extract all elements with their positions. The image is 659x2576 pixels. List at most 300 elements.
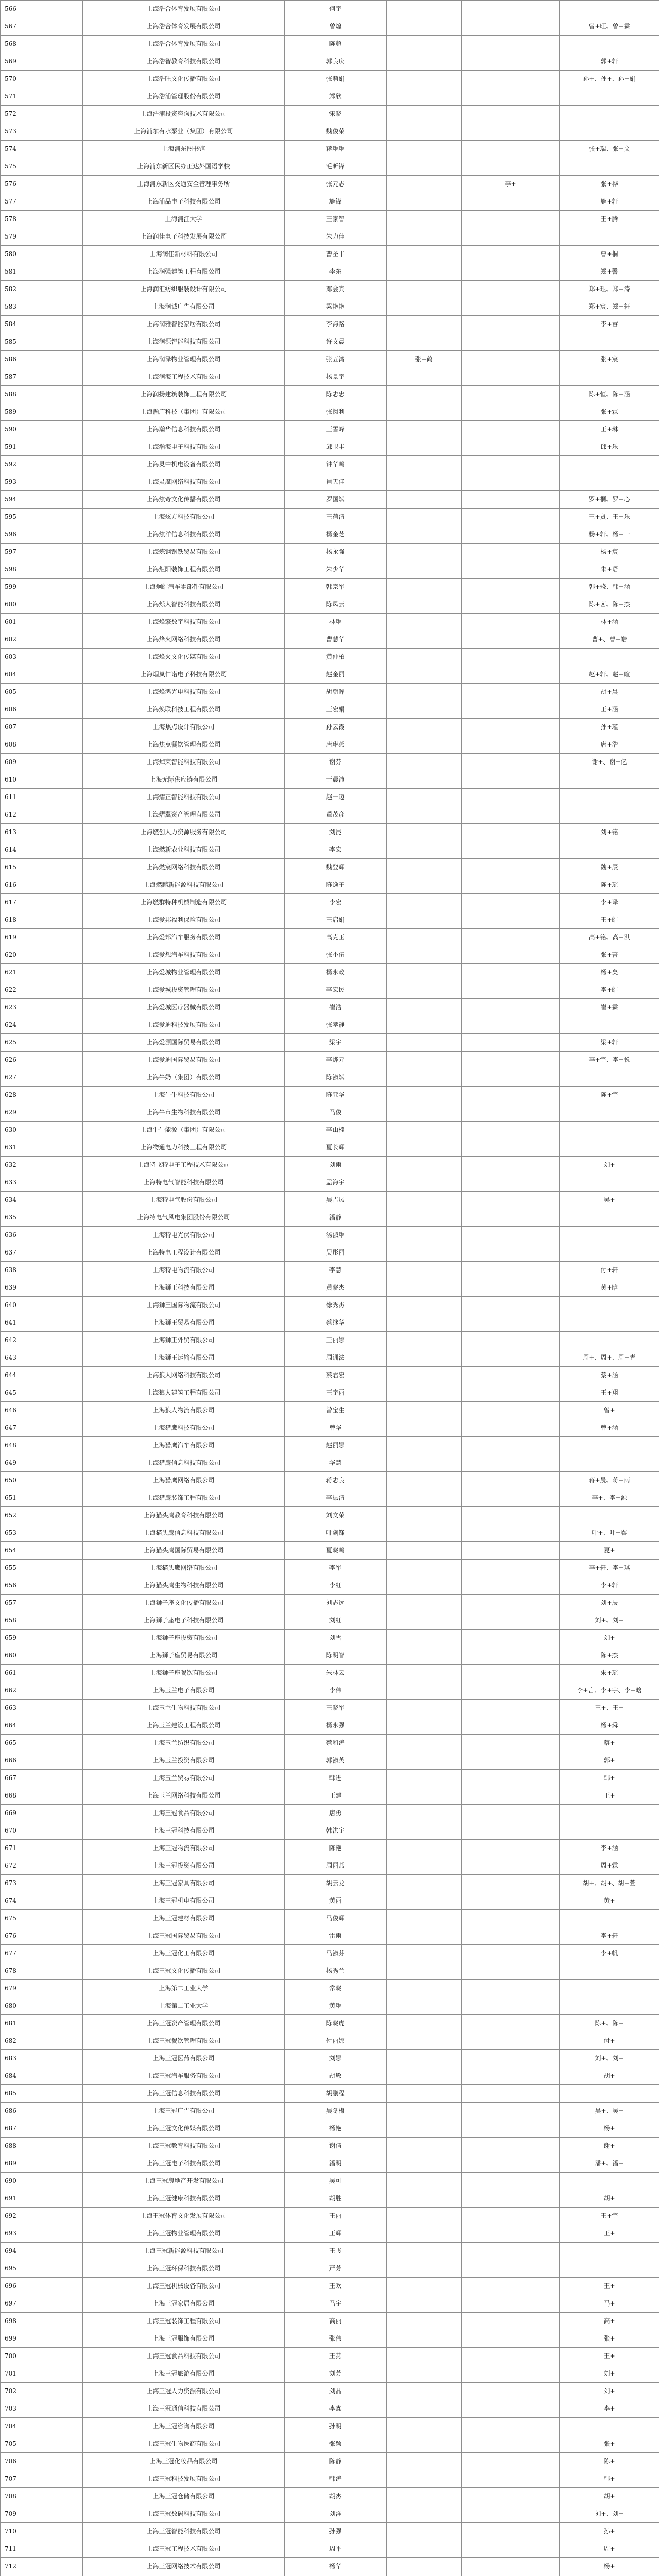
row-number: 689 [1, 2155, 83, 2173]
assistant-note [462, 2453, 560, 2470]
row-number: 682 [1, 2032, 83, 2050]
assistant-note [462, 1472, 560, 1489]
assistant-note [462, 2173, 560, 2190]
row-number: 621 [1, 964, 83, 981]
members-note: 吴+ [560, 1192, 659, 1209]
contact-name: 夏长辉 [285, 1139, 387, 1157]
assistant-note [462, 1980, 560, 1997]
members-note [560, 158, 659, 176]
table-row [1, 649, 659, 666]
members-note: 崔+霖 [560, 999, 659, 1016]
contact-name: 赵丽娜 [285, 1437, 387, 1454]
row-number: 575 [1, 158, 83, 176]
assistant-note [462, 1875, 560, 1892]
row-number: 692 [1, 2208, 83, 2225]
extra-note [387, 1560, 462, 1577]
table-row [1, 614, 659, 631]
extra-note [387, 88, 462, 106]
contact-name: 王雪峰 [285, 421, 387, 438]
company-name: 上海润雅智能家居有限公司 [83, 316, 285, 333]
assistant-note [462, 2365, 560, 2383]
contact-name: 夏晓鸣 [285, 1542, 387, 1560]
contact-name: 韩宗军 [285, 579, 387, 596]
extra-note [387, 263, 462, 281]
extra-note [387, 1087, 462, 1104]
assistant-note [462, 1402, 560, 1419]
extra-note [387, 929, 462, 946]
company-name: 上海王冠食品有限公司 [83, 1805, 285, 1822]
extra-note [387, 2575, 462, 2576]
company-name: 上海润汇纺织服装设计有限公司 [83, 281, 285, 298]
extra-note [387, 2173, 462, 2190]
company-name: 上海燃鹏新能源科技有限公司 [83, 876, 285, 894]
assistant-note [462, 2208, 560, 2225]
extra-note [387, 1595, 462, 1612]
members-note: 刘+、刘+ [560, 2050, 659, 2067]
extra-note [387, 1332, 462, 1349]
members-note [560, 771, 659, 789]
contact-name: 陈艳 [285, 1840, 387, 1857]
company-name: 上海炬阳装饰工程有限公司 [83, 561, 285, 579]
extra-note [387, 1630, 462, 1647]
members-note: 杨+ [560, 2558, 659, 2575]
assistant-note [462, 1542, 560, 1560]
company-name: 上海王冠体育文化发展有限公司 [83, 2208, 285, 2225]
assistant-note [462, 193, 560, 211]
members-note [560, 473, 659, 491]
assistant-note [462, 1997, 560, 2015]
extra-note [387, 1822, 462, 1840]
company-name: 上海猫头鹰国际贸易有限公司 [83, 1542, 285, 1560]
members-note: 王+、王+ [560, 1700, 659, 1717]
extra-note [387, 2260, 462, 2278]
company-name: 上海焦点餐饮管理有限公司 [83, 736, 285, 754]
extra-note [387, 438, 462, 456]
contact-name: 王欢 [285, 2278, 387, 2295]
contact-name: 谢倩 [285, 2138, 387, 2155]
extra-note [387, 2067, 462, 2085]
extra-note [387, 1682, 462, 1700]
contact-name: 郭良庆 [285, 53, 387, 71]
contact-name: 孙明 [285, 2418, 387, 2435]
table-row [1, 106, 659, 123]
extra-note [387, 141, 462, 158]
contact-name: 刘洋 [285, 2505, 387, 2523]
assistant-note [462, 1349, 560, 1367]
contact-name: 张孝静 [285, 1016, 387, 1034]
contact-name: 刘娜 [285, 2050, 387, 2067]
row-number: 569 [1, 53, 83, 71]
extra-note [387, 211, 462, 228]
extra-note [387, 806, 462, 824]
company-name: 上海玉兰纺织有限公司 [83, 1735, 285, 1752]
table-row [1, 701, 659, 719]
extra-note [387, 841, 462, 859]
extra-note [387, 1454, 462, 1472]
row-number: 701 [1, 2365, 83, 2383]
extra-note [387, 789, 462, 806]
extra-note [387, 403, 462, 421]
row-number: 642 [1, 1332, 83, 1349]
company-name: 上海王冠医药有限公司 [83, 2050, 285, 2067]
members-note: 朱+语 [560, 561, 659, 579]
members-note: 陈+ [560, 2453, 659, 2470]
table-row [1, 2208, 659, 2225]
row-number: 696 [1, 2278, 83, 2295]
members-note: 韩+ [560, 2470, 659, 2488]
contact-name: 许文晨 [285, 333, 387, 351]
contact-name: 常晓 [285, 1980, 387, 1997]
row-number: 615 [1, 859, 83, 876]
table-row [1, 2190, 659, 2208]
company-name: 上海烟岚仁诺电子科技有限公司 [83, 666, 285, 684]
extra-note [387, 1770, 462, 1787]
contact-name: 王宇丽 [285, 1384, 387, 1402]
row-number: 608 [1, 736, 83, 754]
extra-note [387, 473, 462, 491]
table-row [1, 403, 659, 421]
members-note: 李+ [560, 2400, 659, 2418]
company-name: 上海猎鹰信息科技有限公司 [83, 1454, 285, 1472]
row-number: 667 [1, 1770, 83, 1787]
members-note: 李+言、李+宇、李+晗 [560, 1682, 659, 1700]
company-name: 上海王冠服饰有限公司 [83, 2330, 285, 2348]
table-row [1, 2103, 659, 2120]
extra-note [387, 53, 462, 71]
members-note [560, 1297, 659, 1314]
row-number [1, 2575, 83, 2576]
row-number: 579 [1, 228, 83, 246]
row-number: 650 [1, 1472, 83, 1489]
table-row [1, 1314, 659, 1332]
row-number: 698 [1, 2313, 83, 2330]
row-number: 632 [1, 1157, 83, 1174]
table-row [1, 18, 659, 36]
company-name: 上海王冠仓储有限公司 [83, 2488, 285, 2505]
row-number: 593 [1, 473, 83, 491]
assistant-note [462, 2330, 560, 2348]
row-number: 644 [1, 1367, 83, 1384]
table-row [1, 2348, 659, 2365]
company-name: 上海爱源国际贸易有限公司 [83, 1034, 285, 1052]
contact-name: 王丽娜 [285, 1332, 387, 1349]
row-number: 618 [1, 911, 83, 929]
row-number: 672 [1, 1857, 83, 1875]
members-note: 张+瑞、张+文 [560, 141, 659, 158]
company-name: 上海炫方科技有限公司 [83, 509, 285, 526]
company-name: 上海浩合体育发展有限公司 [83, 18, 285, 36]
contact-name: 李海路 [285, 316, 387, 333]
extra-note [387, 123, 462, 141]
row-number: 566 [1, 1, 83, 18]
members-note: 陈+宇 [560, 1087, 659, 1104]
assistant-note [462, 1665, 560, 1682]
extra-note [387, 2505, 462, 2523]
row-number: 601 [1, 614, 83, 631]
extra-note [387, 1840, 462, 1857]
assistant-note [462, 2103, 560, 2120]
extra-note [387, 1700, 462, 1717]
assistant-note [462, 1262, 560, 1279]
assistant-note [462, 701, 560, 719]
extra-note [387, 1349, 462, 1367]
table-row [1, 1892, 659, 1910]
extra-note [387, 1122, 462, 1139]
table-row [1, 491, 659, 509]
extra-note [387, 1016, 462, 1034]
extra-note [387, 1892, 462, 1910]
members-note: 刘+ [560, 2383, 659, 2400]
extra-note [387, 1805, 462, 1822]
table-row [1, 1384, 659, 1402]
contact-name: 陈晓虎 [285, 2015, 387, 2032]
members-note: 陈+瑶 [560, 876, 659, 894]
contact-name: 李振清 [285, 1489, 387, 1507]
members-note: 王+腾 [560, 211, 659, 228]
contact-name: 陈淑斌 [285, 1069, 387, 1087]
extra-note [387, 1787, 462, 1805]
members-note: 魏+辰 [560, 859, 659, 876]
assistant-note [462, 1560, 560, 1577]
extra-note [387, 2400, 462, 2418]
contact-name: 胡鹏程 [285, 2085, 387, 2103]
extra-note [387, 333, 462, 351]
extra-note [387, 2138, 462, 2155]
row-number: 573 [1, 123, 83, 141]
company-name: 上海爱城投资管理有限公司 [83, 981, 285, 999]
contact-name: 杨景宇 [285, 368, 387, 386]
table-row [1, 1367, 659, 1384]
contact-name: 马俊辉 [285, 1910, 387, 1927]
assistant-note [462, 18, 560, 36]
members-note [560, 1, 659, 18]
assistant-note [462, 298, 560, 316]
assistant-note [462, 1752, 560, 1770]
extra-note [387, 2085, 462, 2103]
table-row [1, 2260, 659, 2278]
assistant-note [462, 246, 560, 263]
contact-name: 董茂彦 [285, 806, 387, 824]
company-name: 上海炼钢钢铁贸易有限公司 [83, 544, 285, 561]
table-row [1, 2067, 659, 2085]
company-name: 上海王冠新能源科技有限公司 [83, 2243, 285, 2260]
company-name: 上海狮王运输有限公司 [83, 1349, 285, 1367]
company-name: 上海玉兰建设工程有限公司 [83, 1717, 285, 1735]
members-note [560, 1174, 659, 1192]
company-name: 上海灵中机电设备有限公司 [83, 456, 285, 473]
row-number: 583 [1, 298, 83, 316]
members-note [560, 88, 659, 106]
company-name: 上海王冠化妆品有限公司 [83, 2453, 285, 2470]
members-note [560, 1805, 659, 1822]
assistant-note [462, 316, 560, 333]
assistant-note [462, 473, 560, 491]
company-name: 上海特电工程设计有限公司 [83, 1244, 285, 1262]
extra-note [387, 2330, 462, 2348]
row-number: 639 [1, 1279, 83, 1297]
table-row [1, 2225, 659, 2243]
company-name: 上海牛牛科技有限公司 [83, 1087, 285, 1104]
extra-note [387, 2453, 462, 2470]
table-row [1, 946, 659, 964]
table-row [1, 1927, 659, 1945]
extra-note [387, 1962, 462, 1980]
row-number: 646 [1, 1402, 83, 1419]
extra-note [387, 614, 462, 631]
table-row [1, 526, 659, 544]
members-note: 曾+涵 [560, 1419, 659, 1437]
table-row [1, 1069, 659, 1087]
table-row [1, 456, 659, 473]
company-name: 上海王冠投资有限公司 [83, 1857, 285, 1875]
row-number: 704 [1, 2418, 83, 2435]
table-row [1, 1997, 659, 2015]
assistant-note [462, 859, 560, 876]
extra-note [387, 771, 462, 789]
table-row [1, 2295, 659, 2313]
contact-name: 曾宝生 [285, 1402, 387, 1419]
company-name: 上海王冠化工有限公司 [83, 1945, 285, 1962]
members-note: 梁+轩 [560, 1034, 659, 1052]
members-note [560, 1069, 659, 1087]
assistant-note [462, 1069, 560, 1087]
table-row [1, 1, 659, 18]
members-note: 王+涵 [560, 701, 659, 719]
members-note: 杨+矣 [560, 964, 659, 981]
row-number: 598 [1, 561, 83, 579]
assistant-note [462, 561, 560, 579]
assistant-note [462, 2050, 560, 2067]
row-number: 703 [1, 2400, 83, 2418]
members-note: 黄+晗 [560, 1279, 659, 1297]
assistant-note [462, 386, 560, 403]
row-number: 582 [1, 281, 83, 298]
extra-note [387, 2558, 462, 2575]
contact-name: 张元志 [285, 176, 387, 193]
row-number: 681 [1, 2015, 83, 2032]
contact-name: 华慧 [285, 1454, 387, 1472]
company-name: 上海王冠咨询有限公司 [83, 2418, 285, 2435]
table-row [1, 2505, 659, 2523]
assistant-note [462, 1367, 560, 1384]
assistant-note [462, 2085, 560, 2103]
extra-note [387, 981, 462, 999]
assistant-note [462, 964, 560, 981]
contact-name: 黄晓杰 [285, 1279, 387, 1297]
company-name: 上海狮子座贸易有限公司 [83, 1647, 285, 1665]
members-note: 刘+、刘+ [560, 1612, 659, 1630]
company-name: 上海烽火文化传媒有限公司 [83, 649, 285, 666]
company-name: 上海狼人物流有限公司 [83, 1402, 285, 1419]
row-number: 603 [1, 649, 83, 666]
row-number: 684 [1, 2067, 83, 2085]
members-note: 曾+旺、曾+霖 [560, 18, 659, 36]
row-number: 595 [1, 509, 83, 526]
assistant-note [462, 1122, 560, 1139]
assistant-note [462, 1857, 560, 1875]
table-row [1, 1595, 659, 1612]
assistant-note [462, 141, 560, 158]
row-number: 604 [1, 666, 83, 684]
extra-note [387, 946, 462, 964]
row-number: 605 [1, 684, 83, 701]
assistant-note [462, 1297, 560, 1314]
contact-name: 朱林云 [285, 1665, 387, 1682]
contact-name: 胡胜 [285, 2190, 387, 2208]
contact-name: 杨永强 [285, 1717, 387, 1735]
table-row [1, 754, 659, 771]
assistant-note [462, 579, 560, 596]
contact-name: 曾煌 [285, 18, 387, 36]
extra-note [387, 894, 462, 911]
table-row [1, 1139, 659, 1157]
assistant-note [462, 789, 560, 806]
extra-note [387, 1489, 462, 1507]
row-number: 651 [1, 1489, 83, 1507]
contact-name: 蔡和涛 [285, 1735, 387, 1752]
members-note: 刘+辰 [560, 1595, 659, 1612]
company-name: 上海王冠物业管理有限公司 [83, 2225, 285, 2243]
row-number: 695 [1, 2260, 83, 2278]
contact-name: 魏登辉 [285, 859, 387, 876]
extra-note [387, 1227, 462, 1244]
table-row [1, 1875, 659, 1892]
row-number: 623 [1, 999, 83, 1016]
extra-note [387, 2190, 462, 2208]
extra-note [387, 2365, 462, 2383]
company-name: 上海浦东新区交通安全管理事务所 [83, 176, 285, 193]
contact-name: 李慧 [285, 1262, 387, 1279]
row-number: 572 [1, 106, 83, 123]
company-name: 上海浦东有水泵业（集团）有限公司 [83, 123, 285, 141]
members-note: 郑+宸、郑+轩 [560, 298, 659, 316]
table-row [1, 579, 659, 596]
assistant-note [462, 2523, 560, 2540]
contact-name: 张伟 [285, 2330, 387, 2348]
members-note: 孙+瑾 [560, 719, 659, 736]
table-row [1, 1104, 659, 1122]
extra-note [387, 2470, 462, 2488]
assistant-note [462, 1244, 560, 1262]
table-row [1, 333, 659, 351]
table-row [1, 964, 659, 981]
table-row [1, 141, 659, 158]
row-number: 567 [1, 18, 83, 36]
company-name: 上海润泽物业管理有限公司 [83, 351, 285, 368]
company-name: 上海王冠餐饮管理有限公司 [83, 2032, 285, 2050]
contact-name: 谢芬 [285, 754, 387, 771]
assistant-note [462, 1524, 560, 1542]
company-name: 上海润佳电子科技发展有限公司 [83, 228, 285, 246]
contact-name: 曹慧华 [285, 631, 387, 649]
contact-name: 钟华鸣 [285, 456, 387, 473]
contact-name: 李东 [285, 263, 387, 281]
members-note [560, 1227, 659, 1244]
row-number: 599 [1, 579, 83, 596]
company-name: 上海玉兰电子有限公司 [83, 1682, 285, 1700]
extra-note [387, 1735, 462, 1752]
row-number: 617 [1, 894, 83, 911]
row-number: 612 [1, 806, 83, 824]
table-row [1, 2120, 659, 2138]
table-row [1, 1489, 659, 1507]
extra-note [387, 596, 462, 614]
extra-note [387, 2032, 462, 2050]
company-name: 上海浩浦投资咨询技术有限公司 [83, 106, 285, 123]
row-number: 674 [1, 1892, 83, 1910]
assistant-note [462, 351, 560, 368]
contact-name: 孙强 [285, 2523, 387, 2540]
